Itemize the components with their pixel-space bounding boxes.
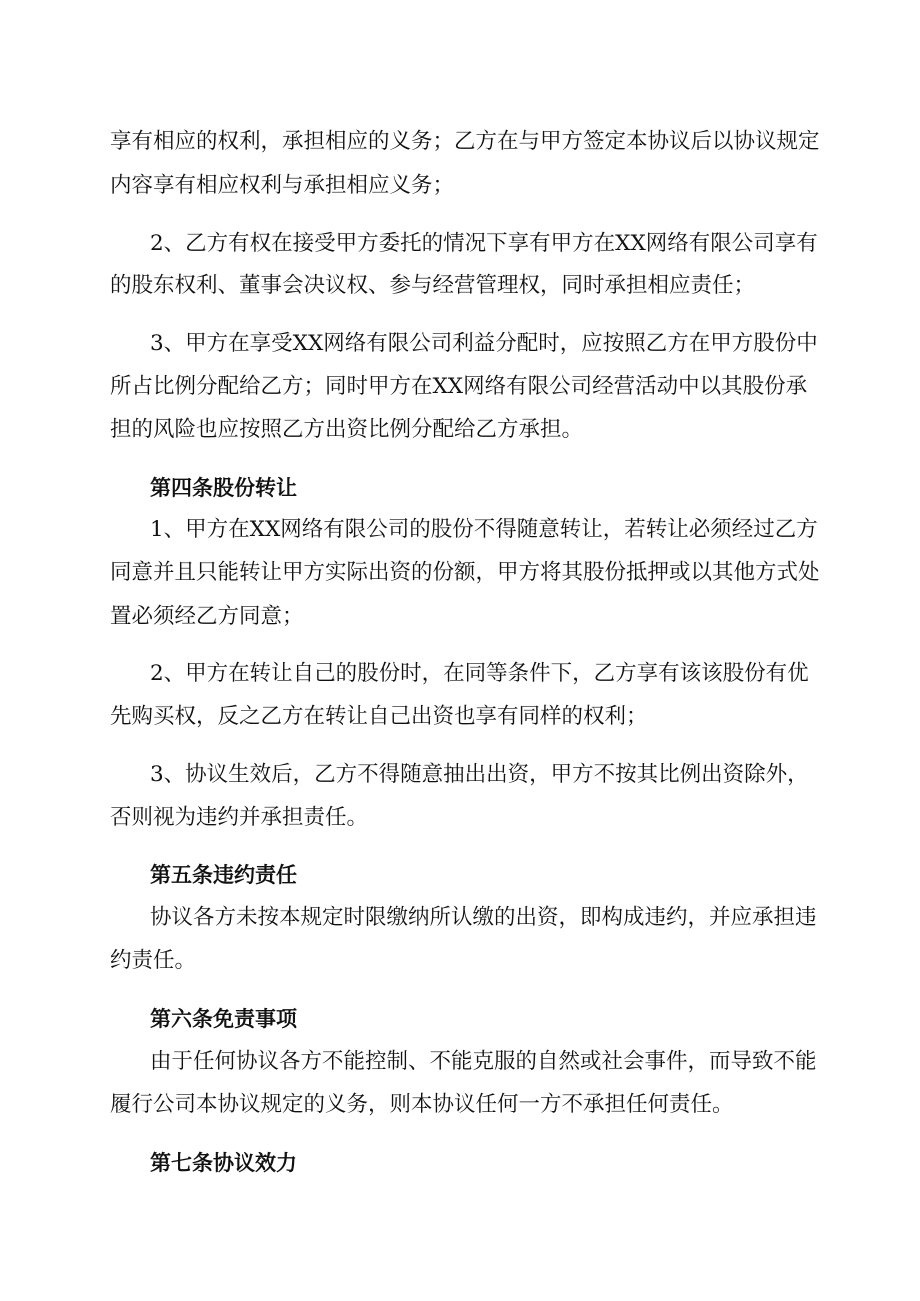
text-line: 2、甲方在转让自己的股份时，在同等条件下，乙方享有该该股份有优 [150, 661, 809, 686]
text-line: 同意并且只能转让甲方实际出资的份额，甲方将其股份抵押或以其他方式处 [110, 560, 820, 585]
section-heading: 第七条协议效力 [150, 1151, 297, 1175]
text-line: 3、甲方在享受XX网络有限公司利益分配时，应按照乙方在甲方股份中 [150, 331, 818, 356]
text-line: 担的风险也应按照乙方出资比例分配给乙方承担。 [110, 417, 584, 442]
section-heading: 第四条股份转让 [150, 476, 297, 500]
section-heading: 第五条违约责任 [150, 863, 297, 887]
text-line: 2、乙方有权在接受甲方委托的情况下享有甲方在XX网络有限公司享有 [150, 231, 818, 256]
text-line: 享有相应的权利，承担相应的义务；乙方在与甲方签定本协议后以协议规定 [110, 129, 820, 154]
section-heading: 第六条免责事项 [150, 1007, 297, 1031]
text-line: 协议各方未按本规定时限缴纳所认缴的出资，即构成违约，并应承担违 [150, 905, 817, 930]
text-line: 内容享有相应权利与承担相应义务； [110, 173, 455, 198]
text-line: 由于任何协议各方不能控制、不能克服的自然或社会事件，而导致不能 [150, 1049, 817, 1074]
text-line: 先购买权，反之乙方在转让自己出资也享有同样的权利； [110, 704, 648, 729]
text-line: 置必须经乙方同意； [110, 604, 304, 629]
text-line: 的股东权利、董事会决议权、参与经营管理权，同时承担相应责任； [110, 273, 756, 298]
text-line: 否则视为违约并承担责任。 [110, 805, 369, 830]
text-line: 3、协议生效后，乙方不得随意抽出出资，甲方不按其比例出资除外， [150, 762, 809, 787]
text-line: 1、甲方在XX网络有限公司的股份不得随意转让，若转让必须经过乙方 [150, 517, 818, 542]
text-line: 约责任。 [110, 948, 197, 973]
text-line: 履行公司本协议规定的义务，则本协议任何一方不承担任何责任。 [110, 1092, 734, 1117]
text-line: 所占比例分配给乙方；同时甲方在XX网络有限公司经营活动中以其股份承 [110, 374, 808, 399]
